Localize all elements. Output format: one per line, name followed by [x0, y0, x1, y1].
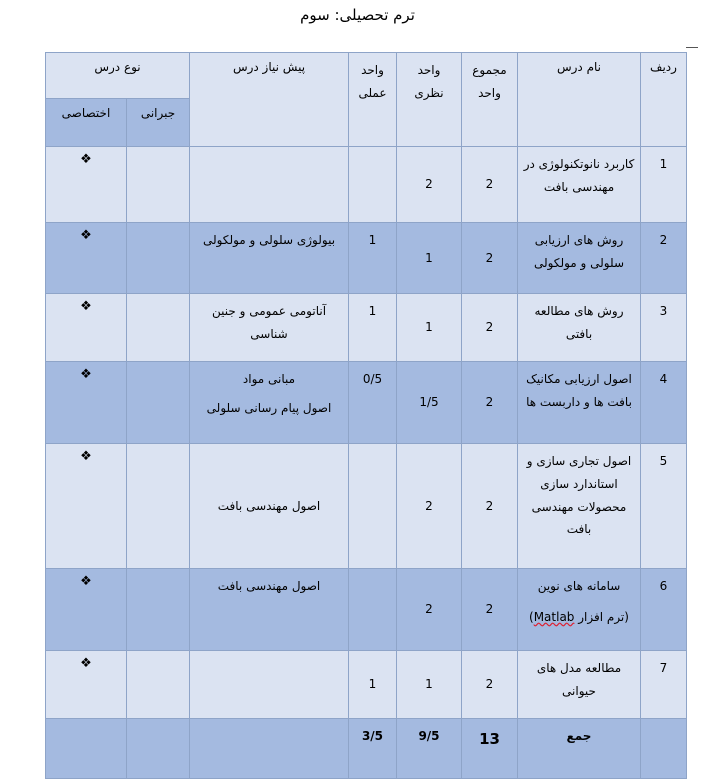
- totals-compensatory: [127, 719, 190, 779]
- course-name-line: اصول تجاری سازی و: [526, 454, 632, 468]
- practical-units: 1: [349, 294, 397, 362]
- prerequisite-line: اصول مهندسی بافت: [217, 579, 321, 593]
- header-total-units: [462, 53, 518, 147]
- course-row-6: [46, 569, 687, 651]
- header-practical-line2: عملی: [358, 85, 387, 100]
- row-number: 6: [641, 569, 687, 651]
- course-name-line: بافت ها و داربست ها: [526, 394, 632, 409]
- totals-label: جمع: [518, 719, 641, 779]
- header-course-name: نام درس: [518, 53, 641, 147]
- row-number: 7: [641, 651, 687, 719]
- course-name: [518, 362, 641, 444]
- prerequisite-line: بیولوژی سلولی و مولکولی: [202, 233, 336, 247]
- header-total-units-line2: واحد: [478, 85, 501, 100]
- specialized-cell: [46, 444, 127, 569]
- totals-row: [46, 719, 687, 779]
- practical-units: [349, 147, 397, 223]
- compensatory-cell: [127, 147, 190, 223]
- course-name-note-suffix: ): [529, 609, 534, 624]
- diamond-mark-icon: ❖: [80, 299, 92, 314]
- diamond-mark-icon: ❖: [80, 449, 92, 464]
- diamond-mark-icon: ❖: [80, 656, 92, 671]
- total-units: 2: [462, 223, 518, 294]
- theory-units: 1: [397, 651, 462, 719]
- compensatory-cell: [127, 651, 190, 719]
- practical-units: 1: [349, 651, 397, 719]
- course-row-4: [46, 362, 687, 444]
- course-name-line: کاربرد نانوتکنولوژی در: [523, 157, 635, 171]
- header-course-type: نوع درس: [46, 53, 190, 99]
- prerequisite: [190, 569, 349, 651]
- course-name-line: سلولی و مولکولی: [533, 255, 625, 270]
- header-theory-units: [397, 53, 462, 147]
- course-name: [518, 651, 641, 719]
- course-name: [518, 223, 641, 294]
- compensatory-cell: [127, 294, 190, 362]
- course-row-5: [46, 444, 687, 569]
- header-theory-line2: نظری: [414, 85, 444, 100]
- diamond-mark-icon: ❖: [80, 152, 92, 167]
- theory-units: 1: [397, 294, 462, 362]
- course-name-line: بافتی: [565, 326, 593, 341]
- row-number: 3: [641, 294, 687, 362]
- totals-theory-units: 9/5: [397, 719, 462, 779]
- course-name-line: روش های ارزیابی: [534, 233, 624, 247]
- diamond-mark-icon: ❖: [80, 574, 92, 589]
- prerequisite: [190, 147, 349, 223]
- compensatory-cell: [127, 444, 190, 569]
- practical-units: [349, 444, 397, 569]
- prerequisite: [190, 362, 349, 444]
- page-title: ترم تحصیلی: سوم: [300, 6, 415, 24]
- header-compensatory: جبرانی: [127, 99, 190, 147]
- row-number: 1: [641, 147, 687, 223]
- course-name-line: محصولات مهندسی: [531, 499, 627, 514]
- course-name-note-prefix: (ترم افزار: [578, 609, 629, 624]
- prerequisite: [190, 444, 349, 569]
- header-row: [46, 53, 687, 99]
- course-name: [518, 294, 641, 362]
- totals-total-units: 13: [462, 719, 518, 779]
- header-theory-line1: واحد: [417, 63, 441, 77]
- course-row-2: [46, 223, 687, 294]
- diamond-mark-icon: ❖: [80, 367, 92, 382]
- header-prerequisite: پیش نیاز درس: [190, 53, 349, 147]
- compensatory-cell: [127, 362, 190, 444]
- course-name-line: حیوانی: [562, 683, 596, 698]
- prerequisite-line: اصول پیام رسانی سلولی: [206, 400, 332, 415]
- specialized-cell: [46, 569, 127, 651]
- specialized-cell: [46, 294, 127, 362]
- total-units: 2: [462, 444, 518, 569]
- course-name-line: سامانه های نوین: [537, 579, 621, 593]
- row-number: 5: [641, 444, 687, 569]
- course-row-1: [46, 147, 687, 223]
- theory-units: 2: [397, 147, 462, 223]
- course-name: [518, 147, 641, 223]
- practical-units: [349, 569, 397, 651]
- prerequisite: [190, 223, 349, 294]
- total-units: 2: [462, 147, 518, 223]
- course-name-line: روش های مطالعه: [534, 304, 624, 318]
- theory-units: 1/5: [397, 362, 462, 444]
- specialized-cell: [46, 147, 127, 223]
- course-table: [45, 52, 687, 779]
- compensatory-cell: [127, 569, 190, 651]
- prerequisite: [190, 294, 349, 362]
- total-units: 2: [462, 294, 518, 362]
- row-number: 2: [641, 223, 687, 294]
- practical-units: 1: [349, 223, 397, 294]
- course-row-3: [46, 294, 687, 362]
- theory-units: 2: [397, 444, 462, 569]
- totals-practical-units: 3/5: [349, 719, 397, 779]
- matlab-word: Matlab: [533, 609, 575, 624]
- course-name: [518, 569, 641, 651]
- specialized-cell: [46, 651, 127, 719]
- prerequisite-line: مبانی مواد: [242, 372, 296, 386]
- header-specialized: اختصاصی: [46, 99, 127, 147]
- row-number: 4: [641, 362, 687, 444]
- prerequisite: [190, 651, 349, 719]
- totals-prerequisite: [190, 719, 349, 779]
- specialized-cell: [46, 362, 127, 444]
- header-practical-units: [349, 53, 397, 147]
- header-total-units-line1: مجموع: [472, 63, 507, 77]
- total-units: 2: [462, 569, 518, 651]
- header-row-no: ردیف: [641, 53, 687, 147]
- totals-row-number: [641, 719, 687, 779]
- header-rule: [686, 47, 698, 48]
- diamond-mark-icon: ❖: [80, 228, 92, 243]
- header-practical-line1: واحد: [361, 63, 384, 77]
- course-name-line: مطالعه مدل های: [536, 661, 622, 675]
- prerequisite-line: شناسی: [250, 326, 288, 341]
- prerequisite-line: آناتومی عمومی و جنین: [211, 304, 327, 318]
- course-name-line: اصول ارزیابی مکانیک: [526, 372, 632, 386]
- theory-units: 2: [397, 569, 462, 651]
- total-units: 2: [462, 362, 518, 444]
- prerequisite-line: اصول مهندسی بافت: [217, 498, 321, 513]
- course-row-7: [46, 651, 687, 719]
- course-name-line: بافت: [566, 522, 592, 537]
- specialized-cell: [46, 223, 127, 294]
- course-name-line: مهندسی بافت: [543, 179, 615, 194]
- practical-units: 0/5: [349, 362, 397, 444]
- compensatory-cell: [127, 223, 190, 294]
- course-name-line: استاندارد سازی: [540, 476, 618, 491]
- total-units: 2: [462, 651, 518, 719]
- course-name: [518, 444, 641, 569]
- totals-specialized: [46, 719, 127, 779]
- course-name-note: [518, 606, 640, 629]
- theory-units: 1: [397, 223, 462, 294]
